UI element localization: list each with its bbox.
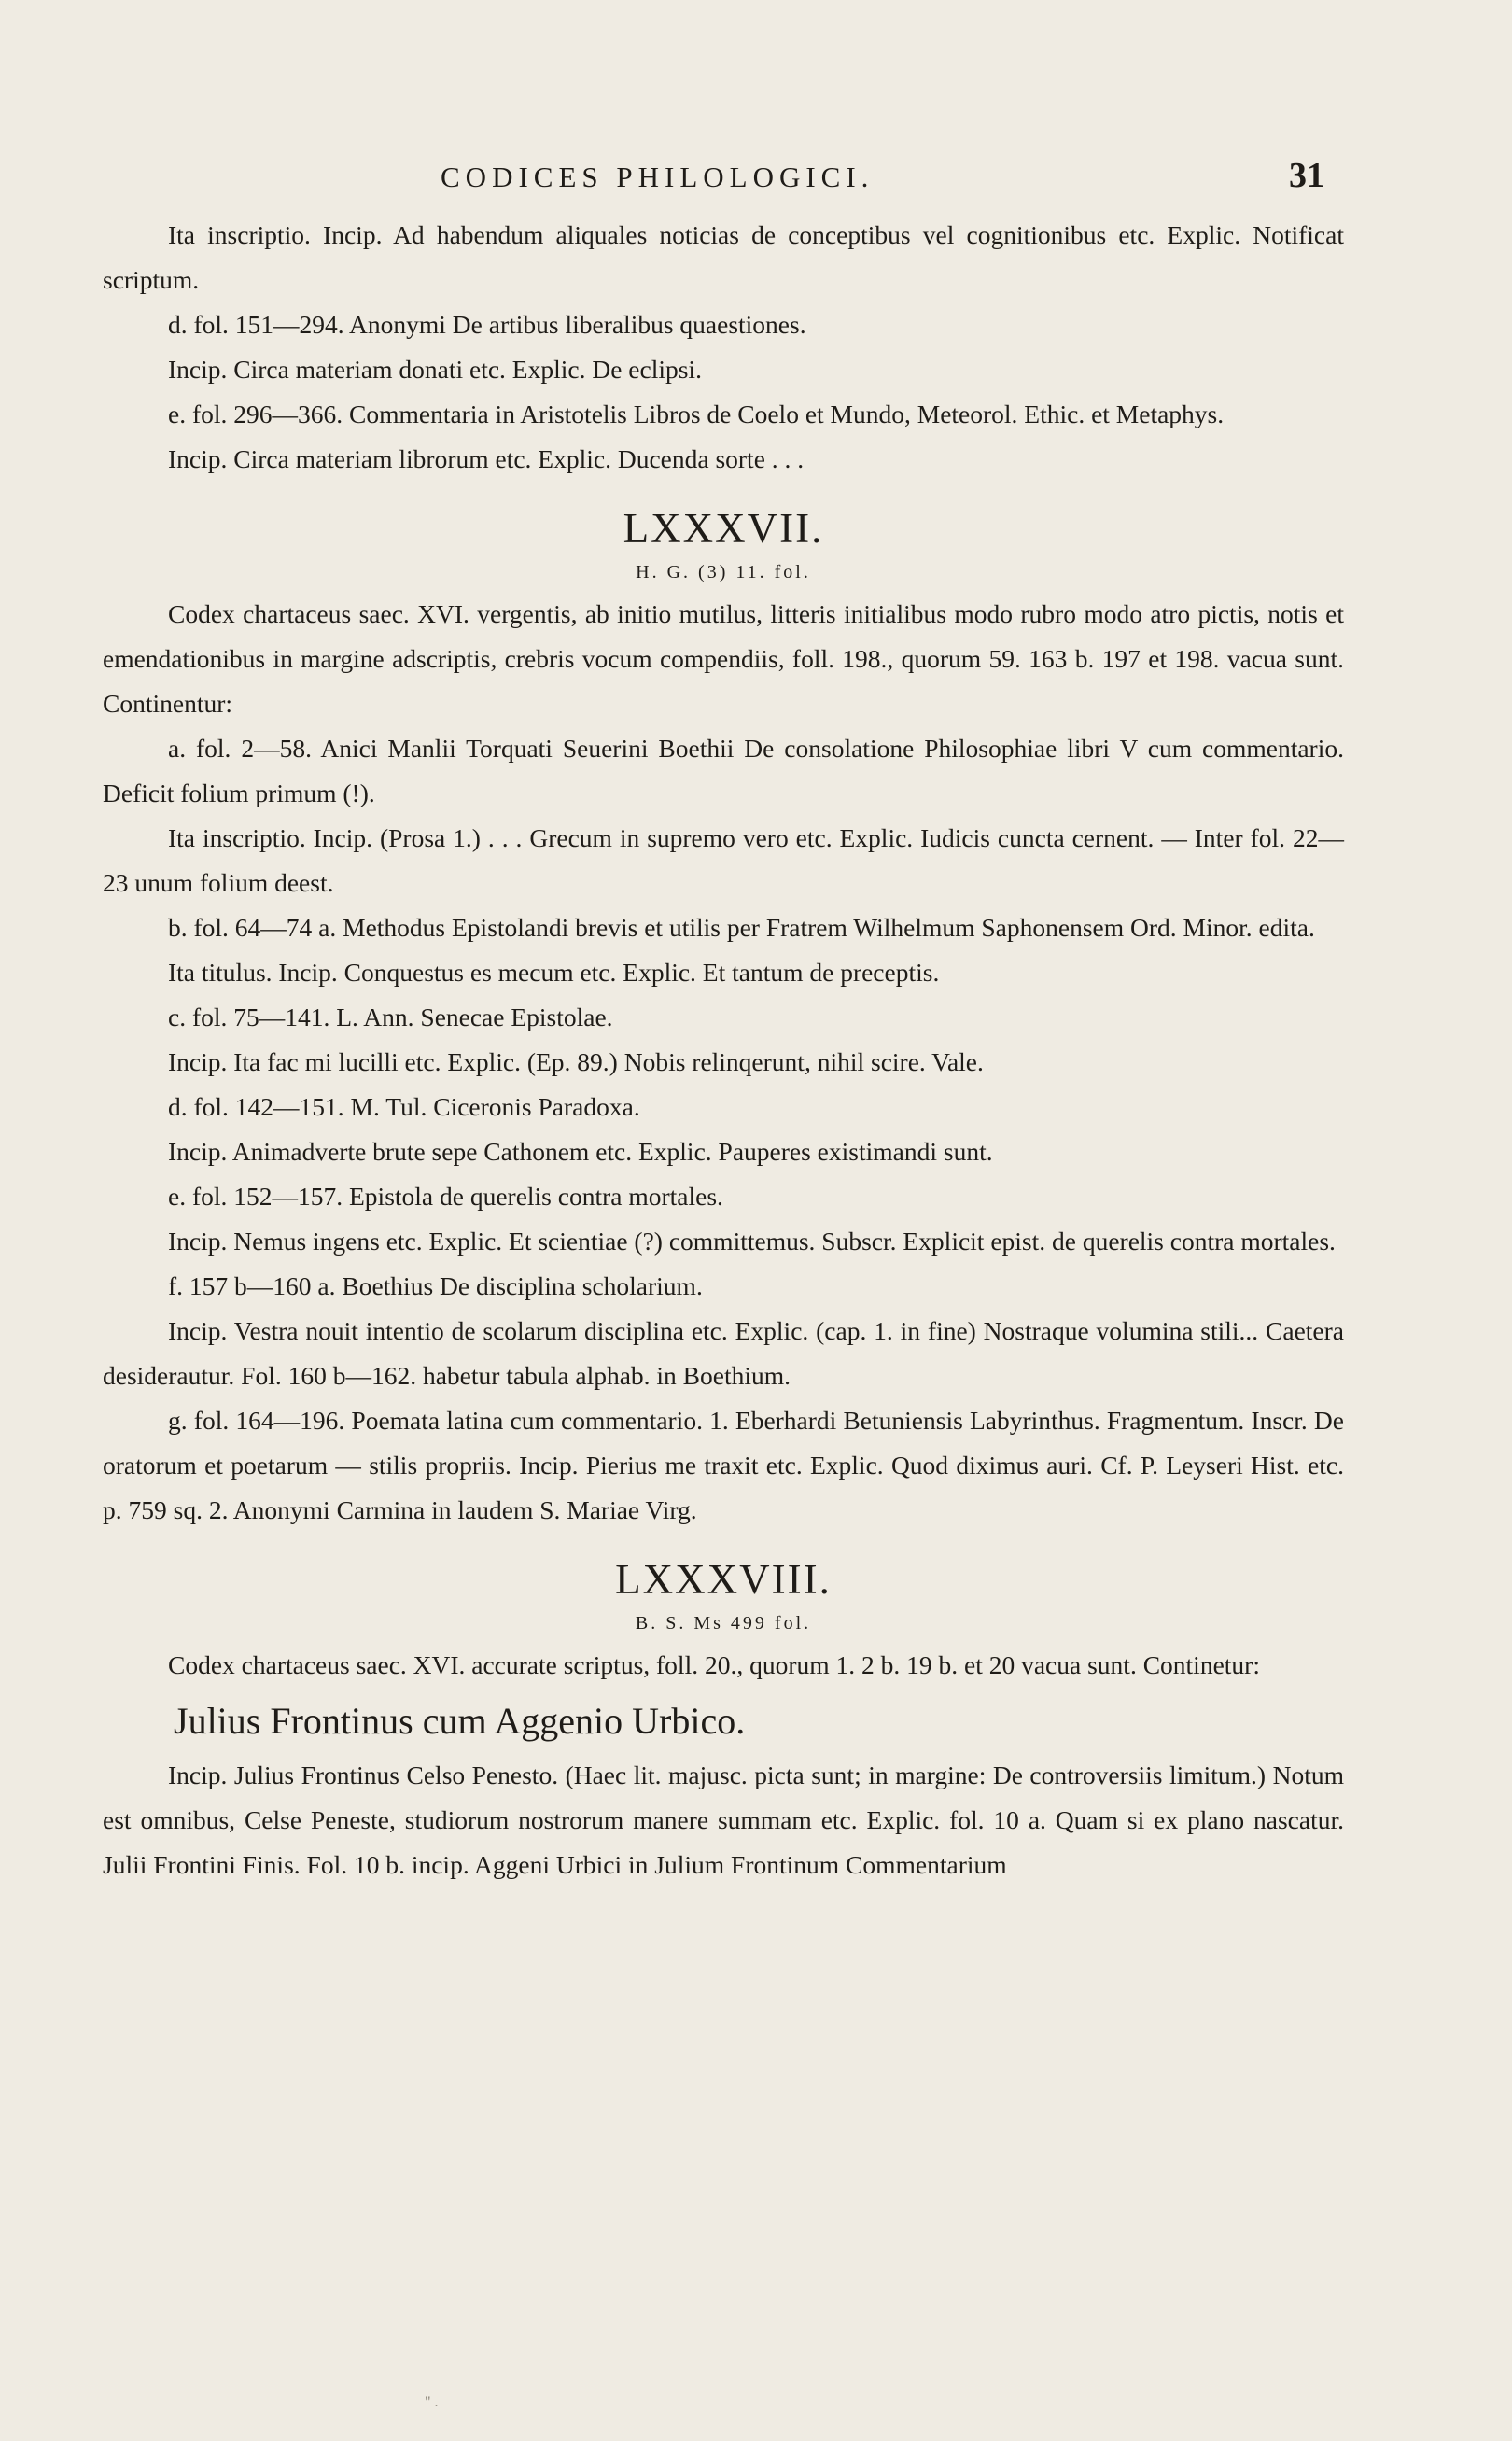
page-body [103,213,1344,1887]
paragraph: Incip. Circa materiam donati etc. Explic. De eclipsi. [168,355,702,384]
paragraph: Codex chartaceus saec. XVI. vergentis, ab initio mutilus, litteris initialibus modo rubro modo atro pictis, notis et emendationibus in margine adscriptis, crebris vocum compendiis, foll. 198., quorum 59. 163 b. 197 et 198. vacua sunt. Continentur: [103,599,1344,718]
footer-mark: " . [425,2394,439,2410]
paragraph: Incip. Julius Frontinus Celso Penesto. (Haec lit. majusc. picta sunt; in margine: De controversiis limitum.) Notum est omnibus, Celse Peneste, studiorum nostrorum manere summam etc. Explic. fol. 10 a. Quam si ex plano nascatur. Julii Frontini Finis. Fol. 10 b. incip. Aggeni Urbici in Julium Frontinum Commentarium [103,1761,1344,1879]
shelfmark: H. G. (3) 11. fol. [636,562,811,582]
paragraph: Incip. Vestra nouit intentio de scolarum disciplina etc. Explic. (cap. 1. in fine) Nostraque volumina stili... Caetera desiderautur. Fol. 160 b—162. habetur tabula alphab. in Boethium. [103,1316,1344,1390]
paragraph: d. fol. 151—294. Anonymi De artibus liberalibus quaestiones. [168,310,806,339]
paragraph: Ita inscriptio. Incip. (Prosa 1.) . . . Grecum in supremo vero etc. Explic. Iudicis cuncta cernent. — Inter fol. 22—23 unum folium deest. [103,823,1344,897]
paragraph: Incip. Nemus ingens etc. Explic. Et scientiae (?) committemus. Subscr. Explicit epist. de querelis contra mortales. [168,1227,1336,1256]
paragraph: e. fol. 152—157. Epistola de querelis contra mortales. [168,1182,723,1211]
paragraph: g. fol. 164—196. Poemata latina cum commentario. 1. Eberhardi Betuniensis Labyrinthus. Fragmentum. Inscr. De oratorum et poetarum — stilis propriis. Incip. Pierius me traxit etc. Explic. Quod diximus auri. Cf. P. Leyseri Hist. etc. p. 759 sq. 2. Anonymi Carmina in laudem S. Mariae Virg. [103,1406,1344,1524]
paragraph: b. fol. 64—74 a. Methodus Epistolandi brevis et utilis per Fratrem Wilhelmum Saphonensem Ord. Minor. edita. [168,913,1315,942]
paragraph: d. fol. 142—151. M. Tul. Ciceronis Paradoxa. [168,1092,640,1121]
paragraph: Ita titulus. Incip. Conquestus es mecum etc. Explic. Et tantum de preceptis. [168,958,940,987]
paragraph: e. fol. 296—366. Commentaria in Aristotelis Libros de Coelo et Mundo, Meteorol. Ethic. et Metaphys. [168,400,1225,428]
codex-number-heading: LXXXVII. [623,505,824,552]
page-number: 31 [1289,156,1324,195]
paragraph: Ita inscriptio. Incip. Ad habendum aliquales noticias de conceptibus vel cognitionibus etc. Explic. Notificat scriptum. [103,220,1344,294]
running-head: CODICES PHILOLOGICI. [441,161,875,193]
codex-number-heading: LXXXVIII. [615,1556,832,1603]
page-header [0,156,1512,207]
paragraph: Incip. Ita fac mi lucilli etc. Explic. (Ep. 89.) Nobis relinqerunt, nihil scire. Vale. [168,1047,984,1076]
paragraph: Codex chartaceus saec. XVI. accurate scriptus, foll. 20., quorum 1. 2 b. 19 b. et 20 vacua sunt. Continetur: [168,1650,1260,1679]
paragraph: c. fol. 75—141. L. Ann. Senecae Epistolae. [168,1003,613,1031]
paragraph: Incip. Animadverte brute sepe Cathonem etc. Explic. Pauperes existimandi sunt. [168,1137,993,1166]
shelfmark: B. S. Ms 499 fol. [635,1613,812,1634]
paragraph: Incip. Circa materiam librorum etc. Explic. Ducenda sorte . . . [168,444,805,473]
paragraph: f. 157 b—160 a. Boethius De disciplina scholarium. [168,1271,703,1300]
work-title: Julius Frontinus cum Aggenio Urbico. [174,1700,746,1742]
paragraph: a. fol. 2—58. Anici Manlii Torquati Seuerini Boethii De consolatione Philosophiae libri V cum commentario. Deficit folium primum (!). [103,734,1344,807]
